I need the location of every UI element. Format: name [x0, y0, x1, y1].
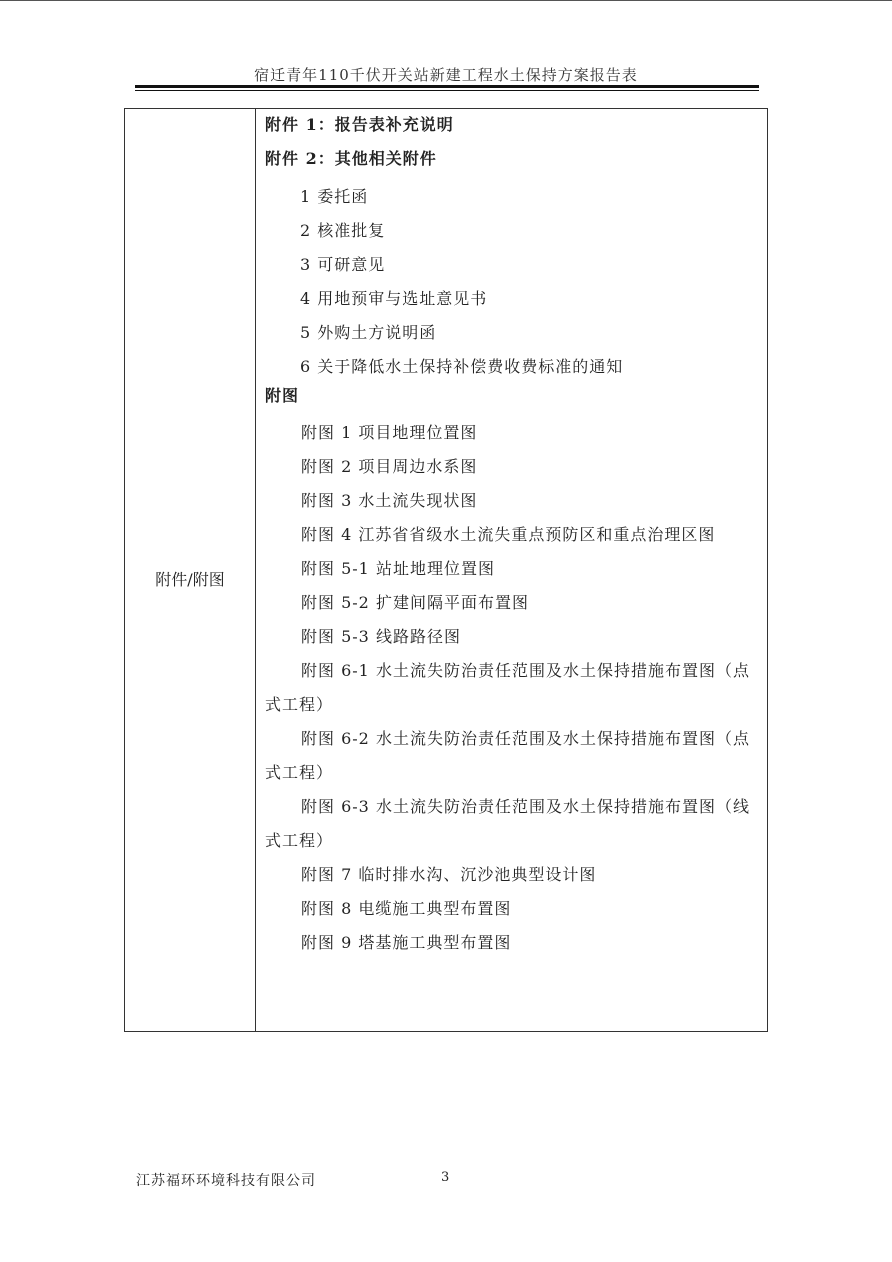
- figure-6-1-line-2: 式工程）: [265, 695, 334, 714]
- figure-6-2-line-1: 附图 6-2 水土流失防治责任范围及水土保持措施布置图（点: [301, 729, 750, 748]
- header-rule-thin: [135, 90, 759, 91]
- figure-item: 附图 5-2 扩建间隔平面布置图: [301, 593, 529, 612]
- figure-item: 附图 8 电缆施工典型布置图: [301, 899, 512, 918]
- page-header-title: 宿迁青年110千伏开关站新建工程水土保持方案报告表: [254, 66, 638, 84]
- figure-item: 附图 9 塔基施工典型布置图: [301, 933, 512, 952]
- figure-6-1-line-1: 附图 6-1 水土流失防治责任范围及水土保持措施布置图（点: [301, 661, 750, 680]
- figure-item: 附图 1 项目地理位置图: [301, 423, 478, 442]
- table-column-divider: [255, 109, 256, 1031]
- figure-6-3-line-2: 式工程）: [265, 831, 334, 850]
- annex-2-heading: 附件 2：其他相关附件: [265, 149, 437, 168]
- figure-item: 附图 3 水土流失现状图: [301, 491, 478, 510]
- footer-company-name: 江苏福环环境科技有限公司: [136, 1173, 316, 1189]
- page-top-border: [0, 0, 892, 1]
- annex-1-heading: 附件 1：报告表补充说明: [265, 115, 454, 134]
- figure-item: 附图 2 项目周边水系图: [301, 457, 478, 476]
- figure-item: 附图 5-1 站址地理位置图: [301, 559, 495, 578]
- row-label-attachments-figures: 附件/附图: [155, 570, 225, 589]
- figure-item: 附图 7 临时排水沟、沉沙池典型设计图: [301, 865, 597, 884]
- figures-heading: 附图: [265, 386, 300, 405]
- figure-6-3-line-1: 附图 6-3 水土流失防治责任范围及水土保持措施布置图（线: [301, 797, 750, 816]
- annex-item: 4 用地预审与选址意见书: [300, 289, 488, 308]
- figure-item: 附图 5-3 线路路径图: [301, 627, 461, 646]
- footer-page-number: 3: [441, 1170, 450, 1185]
- figure-item: 附图 4 江苏省省级水土流失重点预防区和重点治理区图: [301, 525, 716, 544]
- annex-item: 2 核准批复: [300, 221, 386, 240]
- annex-item: 3 可研意见: [300, 255, 386, 274]
- header-rule-thick: [135, 85, 759, 88]
- figure-6-2-line-2: 式工程）: [265, 763, 334, 782]
- annex-item: 1 委托函: [300, 187, 369, 206]
- attachments-table: [124, 108, 768, 1032]
- annex-item: 5 外购土方说明函: [300, 323, 437, 342]
- annex-item: 6 关于降低水土保持补偿费收费标准的通知: [300, 357, 624, 376]
